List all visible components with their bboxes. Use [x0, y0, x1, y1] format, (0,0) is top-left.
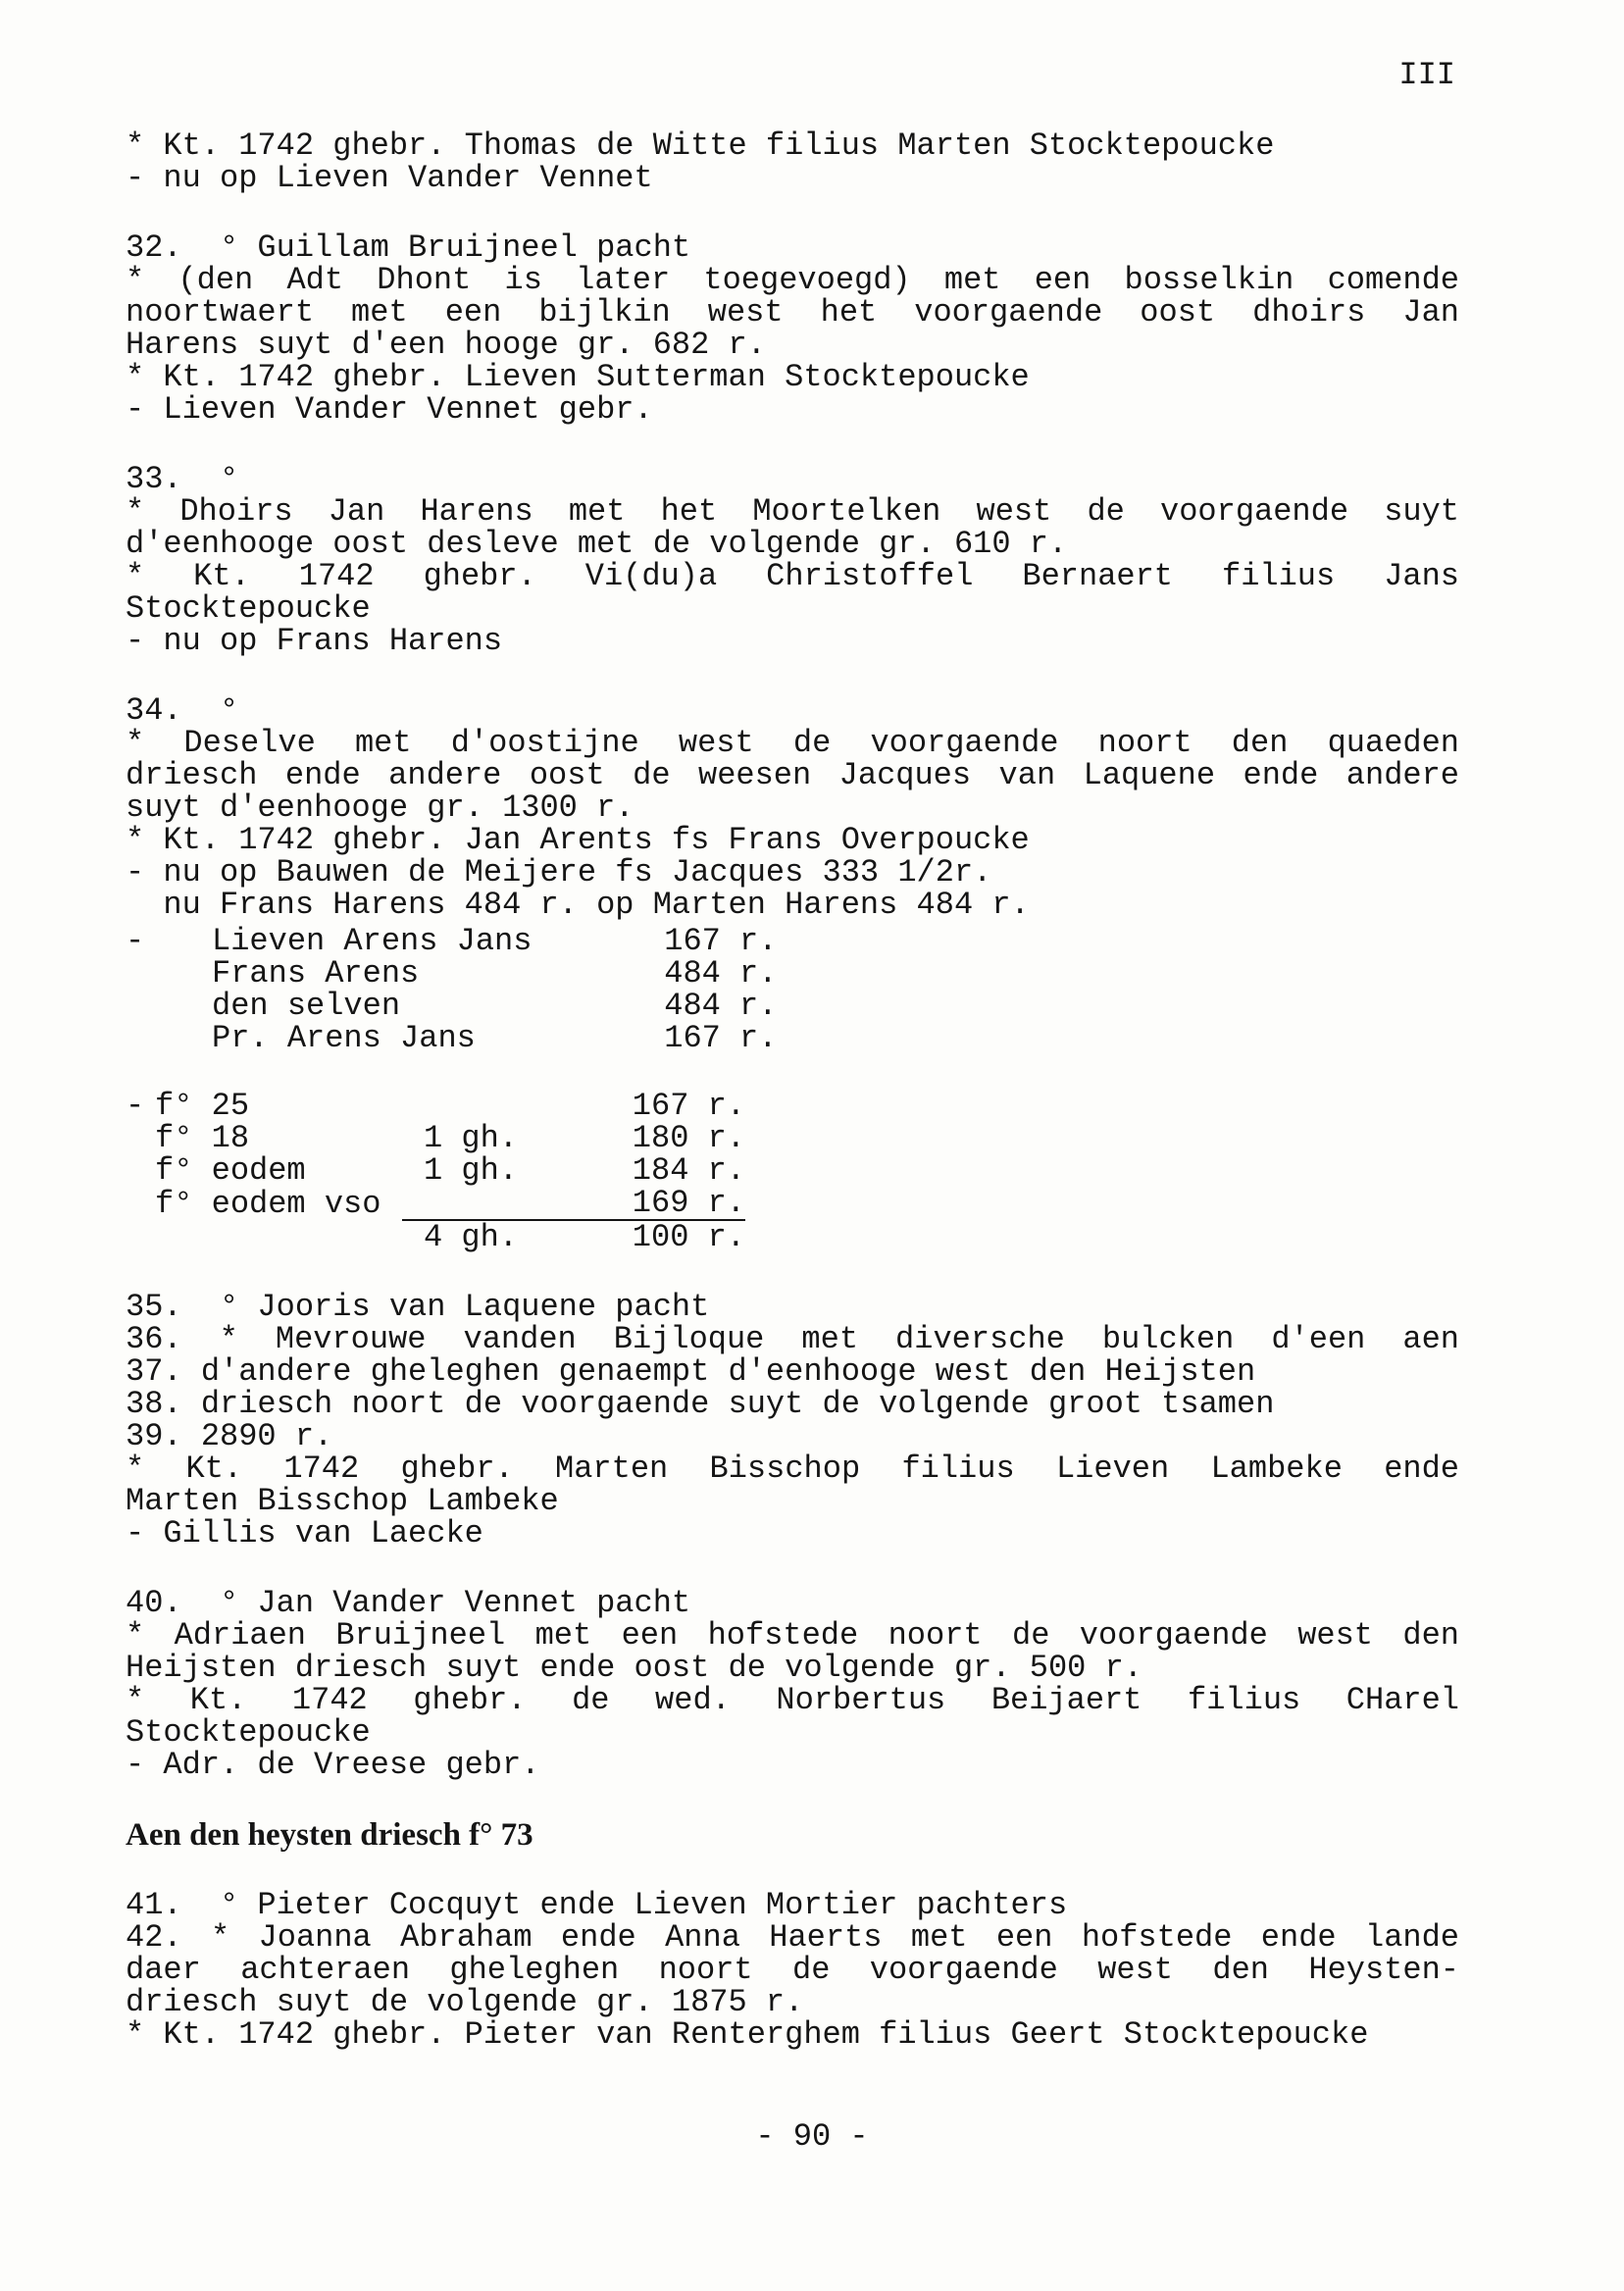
text-line: * Kt. 1742 ghebr. de wed. Norbertus Beijaert filius CHarel — [126, 1682, 1459, 1718]
folio-dash: - — [126, 1088, 145, 1124]
folio-value: 169 r. — [518, 1187, 745, 1220]
folio-ref: f° eodem — [155, 1152, 306, 1189]
text-line: * Kt. 1742 ghebr. Marten Bisschop filius Lieven Lambeke ende — [126, 1451, 1459, 1487]
text-line: * Dhoirs Jan Harens met het Moortelken west de voorgaende suyt — [126, 493, 1459, 530]
text-line: 42. * Joanna Abraham ende Anna Haerts met een hofstede ende lande — [126, 1919, 1459, 1956]
text-line: Stocktepoucke — [126, 590, 371, 627]
text-line: * (den Adt Dhont is later toegevoegd) met een bosselkin comende — [126, 262, 1459, 298]
text-line: Heijsten driesch suyt ende oost de volgende gr. 500 r. — [126, 1650, 1142, 1686]
owner-row — [126, 1022, 777, 1054]
text-line: - Gillis van Laecke — [126, 1515, 483, 1552]
page-marker: III — [1398, 57, 1455, 93]
folio-row — [126, 1090, 745, 1122]
owner-row — [126, 957, 777, 990]
text-line: * Kt. 1742 ghebr. Pieter van Renterghem filius Geert Stocktepoucke — [126, 2016, 1369, 2053]
text-line: nu Frans Harens 484 r. op Marten Harens 484 r. — [126, 887, 1030, 923]
text-line: - Lieven Vander Vennet gebr. — [126, 391, 653, 428]
folio-ref: f° 18 — [155, 1120, 250, 1156]
folio-ledger — [126, 1090, 745, 1253]
folio-gh — [402, 1090, 518, 1122]
text-line: 37. d'andere gheleghen genaempt d'eenhooge west den Heijsten — [126, 1353, 1256, 1390]
text-line: - nu op Frans Harens — [126, 623, 503, 659]
folio-row — [126, 1154, 745, 1187]
entry-32 — [126, 231, 1459, 426]
text-line: 36. * Mevrouwe vanden Bijloque met diversche bulcken d'een aen — [126, 1321, 1459, 1357]
page-number: - 90 - — [755, 2118, 869, 2155]
folio-total-gh: 4 gh. — [423, 1219, 518, 1255]
owners-table — [126, 925, 777, 1054]
entry-34 — [126, 694, 1459, 1253]
folio-value: 184 r. — [632, 1152, 745, 1189]
owner-dash — [126, 1022, 212, 1054]
owner-amount: 167 r. — [664, 923, 778, 959]
text-line: - nu op Bauwen de Meijere fs Jacques 333 1/2r. — [126, 854, 992, 891]
text-line: d'eenhooge oost desleve met de volgende gr. 610 r. — [126, 526, 1068, 562]
folio-gh: 1 gh. — [423, 1120, 518, 1156]
owner-dash — [126, 990, 212, 1022]
folio-ref: f° 25 — [155, 1088, 250, 1124]
text-line: Marten Bisschop Lambeke — [126, 1483, 559, 1519]
owner-row — [126, 925, 777, 957]
text-line: Harens suyt d'een hooge gr. 682 r. — [126, 327, 766, 363]
owner-dash: - — [126, 923, 145, 959]
owner-amount: 484 r. — [664, 988, 778, 1024]
page-content — [126, 129, 1459, 2088]
entry-35-39 — [126, 1291, 1459, 1550]
text-line: * Adriaen Bruijneel met een hofstede noort de voorgaende west den — [126, 1617, 1459, 1654]
text-line: * Kt. 1742 ghebr. Vi(du)a Christoffel Bernaert filius Jans — [126, 558, 1459, 594]
text-line: driesch suyt de volgende gr. 1875 r. — [126, 1984, 804, 2020]
folio-row — [126, 1187, 745, 1220]
entry-intro — [126, 129, 1459, 194]
owner-name: Lieven Arens Jans — [212, 923, 533, 959]
text-line: Stocktepoucke — [126, 1714, 371, 1751]
folio-dash — [126, 1187, 155, 1220]
text-line: 39. 2890 r. — [126, 1418, 333, 1454]
text-line: - Adr. de Vreese gebr. — [126, 1747, 540, 1783]
owner-dash — [126, 957, 212, 990]
text-line: suyt d'eenhooge gr. 1300 r. — [126, 789, 634, 826]
text-line: daer achteraen gheleghen noort de voorgaende west den Heysten- — [126, 1952, 1459, 1988]
folio-total-value: 100 r. — [632, 1219, 745, 1255]
entry-heading: 33. ° — [126, 461, 239, 497]
entry-heading: 40. ° Jan Vander Vennet pacht — [126, 1585, 691, 1621]
entry-41-42 — [126, 1889, 1459, 2051]
folio-dash — [126, 1154, 155, 1187]
folio-value: 167 r. — [632, 1088, 745, 1124]
folio-total-row — [126, 1220, 745, 1253]
entry-33 — [126, 463, 1459, 657]
section-heading: Aen den heysten driesch f° 73 — [126, 1817, 533, 1853]
entry-heading: 35. ° Jooris van Laquene pacht — [126, 1289, 710, 1325]
owner-amount: 484 r. — [664, 955, 778, 992]
folio-gh — [402, 1187, 518, 1220]
text-line: driesch ende andere oost de weesen Jacques van Laquene ende andere — [126, 757, 1459, 793]
entry-heading: 32. ° Guillam Bruijneel pacht — [126, 229, 691, 266]
text-line: noortwaert met een bijlkin west het voorgaende oost dhoirs Jan — [126, 294, 1459, 331]
text-line: * Kt. 1742 ghebr. Lieven Sutterman Stocktepoucke — [126, 359, 1030, 395]
text-line: - nu op Lieven Vander Vennet — [126, 160, 653, 196]
folio-ref: f° eodem vso — [155, 1185, 381, 1222]
folio-total-spacer — [126, 1220, 155, 1253]
text-line: * Kt. 1742 ghebr. Thomas de Witte filius Marten Stocktepoucke — [126, 127, 1275, 164]
owner-row — [126, 990, 777, 1022]
owner-name: Frans Arens — [212, 955, 420, 992]
folio-row — [126, 1122, 745, 1154]
text-line: * Deselve met d'oostijne west de voorgaende noort den quaeden — [126, 725, 1459, 761]
folio-gh: 1 gh. — [423, 1152, 518, 1189]
folio-value: 180 r. — [632, 1120, 745, 1156]
owner-name: Pr. Arens Jans — [212, 1020, 476, 1056]
owner-name: den selven — [212, 988, 401, 1024]
text-line: 38. driesch noort de voorgaende suyt de volgende groot tsamen — [126, 1386, 1275, 1422]
text-line: * Kt. 1742 ghebr. Jan Arents fs Frans Overpoucke — [126, 822, 1030, 858]
folio-total-spacer — [155, 1220, 402, 1253]
entry-heading: 34. ° — [126, 692, 239, 729]
owner-amount: 167 r. — [664, 1020, 778, 1056]
entry-heading: 41. ° Pieter Cocquyt ende Lieven Mortier pachters — [126, 1887, 1068, 1923]
entry-40 — [126, 1587, 1459, 1781]
folio-dash — [126, 1122, 155, 1154]
